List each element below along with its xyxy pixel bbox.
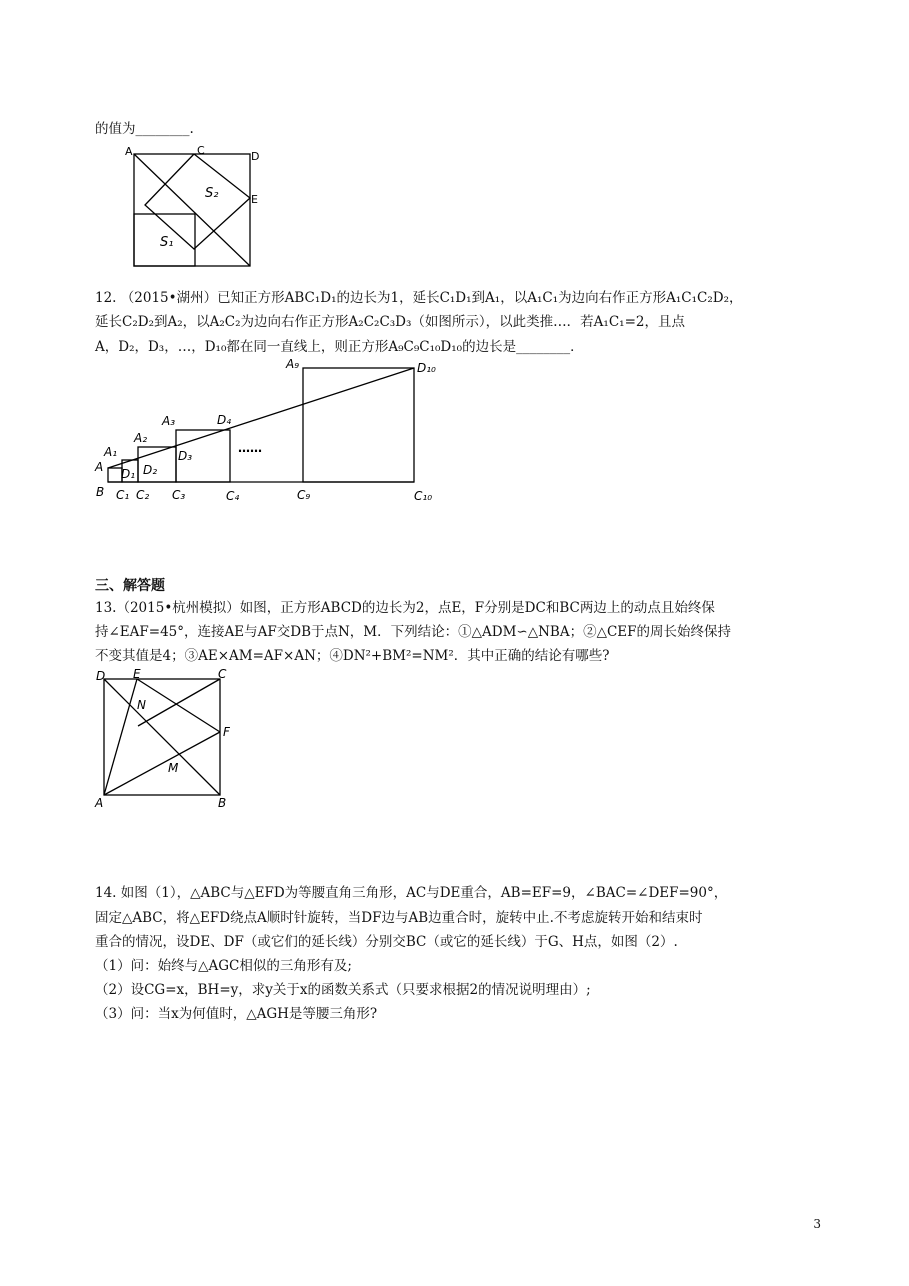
q14-part3: （3）问：当x为何值时，△AGH是等腰三角形? (95, 1006, 378, 1022)
fig1-label-d: D (251, 150, 260, 163)
fig1-label-e: E (251, 193, 258, 206)
fig2-label-a3: A₃ (162, 414, 176, 428)
q12-line3: A，D₂，D₃，…，D₁₀都在同一直线上，则正方形A₉C₉C₁₀D₁₀的边长是________． (95, 339, 584, 355)
fig3-label-m: M (168, 761, 179, 775)
q12-line2: 延长C₂D₂到A₂，以A₂C₂为边向右作正方形A₂C₂C₃D₃（如图所示），以此类推…．若A₁C₁=2，且点 (95, 314, 685, 330)
fig1-label-s1: S₁ (160, 235, 174, 250)
fig2-label-d10: D₁₀ (417, 361, 436, 375)
fig2-label-c1: C₁ (116, 488, 130, 502)
section-heading: 三、解答题 (95, 578, 165, 594)
fig2-label-dots: …… (238, 441, 262, 455)
page-number: 3 (813, 1217, 821, 1231)
fig2-label-c4: C₄ (226, 489, 240, 503)
q14-part1: （1）问：始终与△AGC相似的三角形有及; (95, 958, 352, 974)
q14-line1: 14. 如图（1），△ABC与△EFD为等腰直角三角形，AC与DE重合，AB=EF=9，∠BAC=∠DEF=90°， (95, 885, 728, 901)
fig3-label-n: N (137, 698, 146, 712)
q14-part2: （2）设CG=x，BH=y，求y关于x的函数关系式（只要求根据2的情况说明理由）; (95, 982, 591, 998)
q13-line2: 持∠EAF=45°，连接AE与AF交DB于点N，M．下列结论：①△ADM∽△NBA；②△CEF的周长始终保持 (95, 624, 732, 640)
fig2-label-c3: C₃ (172, 488, 186, 502)
fig1-label-c: C (197, 144, 205, 157)
fig2-label-b: B (96, 485, 105, 499)
q11-tail: 的值为________. (95, 121, 194, 137)
fig2-label-d4: D₄ (217, 413, 232, 427)
fig1-label-s2: S₂ (205, 186, 219, 201)
fig1-label-a: A (125, 145, 133, 158)
fig3-label-f: F (223, 725, 230, 739)
fig2-label-a9: A₉ (286, 357, 300, 371)
fig2-label-c2: C₂ (136, 488, 150, 502)
fig2-label-a2: A₂ (134, 431, 148, 445)
q14-line2: 固定△ABC，将△EFD绕点A顺时针旋转，当DF边与AB边重合时，旋转中止.不考虑旋转开始和结束时 (95, 910, 703, 926)
fig2-label-d2: D₂ (143, 463, 158, 477)
fig2-label-a: A (95, 460, 104, 474)
fig2-label-c10: C₁₀ (414, 489, 432, 503)
fig2-label-a1: A₁ (104, 445, 118, 459)
fig2-label-d1: D₁ (121, 467, 136, 481)
q13-line1: 13.（2015•杭州模拟）如图，正方形ABCD的边长为2，点E，F分别是DC和BC两边上的动点且始终保 (95, 600, 715, 616)
q12-line1: 12. （2015•湖州）已知正方形ABC₁D₁的边长为1，延长C₁D₁到A₁，以A₁C₁为边向右作正方形A₁C₁C₂D₂， (95, 290, 743, 306)
fig2-label-c9: C₉ (297, 488, 311, 502)
fig3-label-b: B (218, 796, 227, 810)
fig3-label-a: A (95, 796, 104, 810)
fig3-label-e: E (133, 667, 141, 681)
fig3-label-c: C (218, 667, 227, 681)
fig3-label-d: D (96, 669, 106, 683)
q14-line3: 重合的情况，设DE、DF（或它们的延长线）分别交BC（或它的延长线）于G、H点，如图（2）. (95, 934, 678, 950)
q13-line3: 不变其值是4；③AE×AM=AF×AN；④DN²+BM²=NM²．其中正确的结论有哪些? (95, 648, 610, 664)
fig2-label-d3: D₃ (178, 449, 193, 463)
